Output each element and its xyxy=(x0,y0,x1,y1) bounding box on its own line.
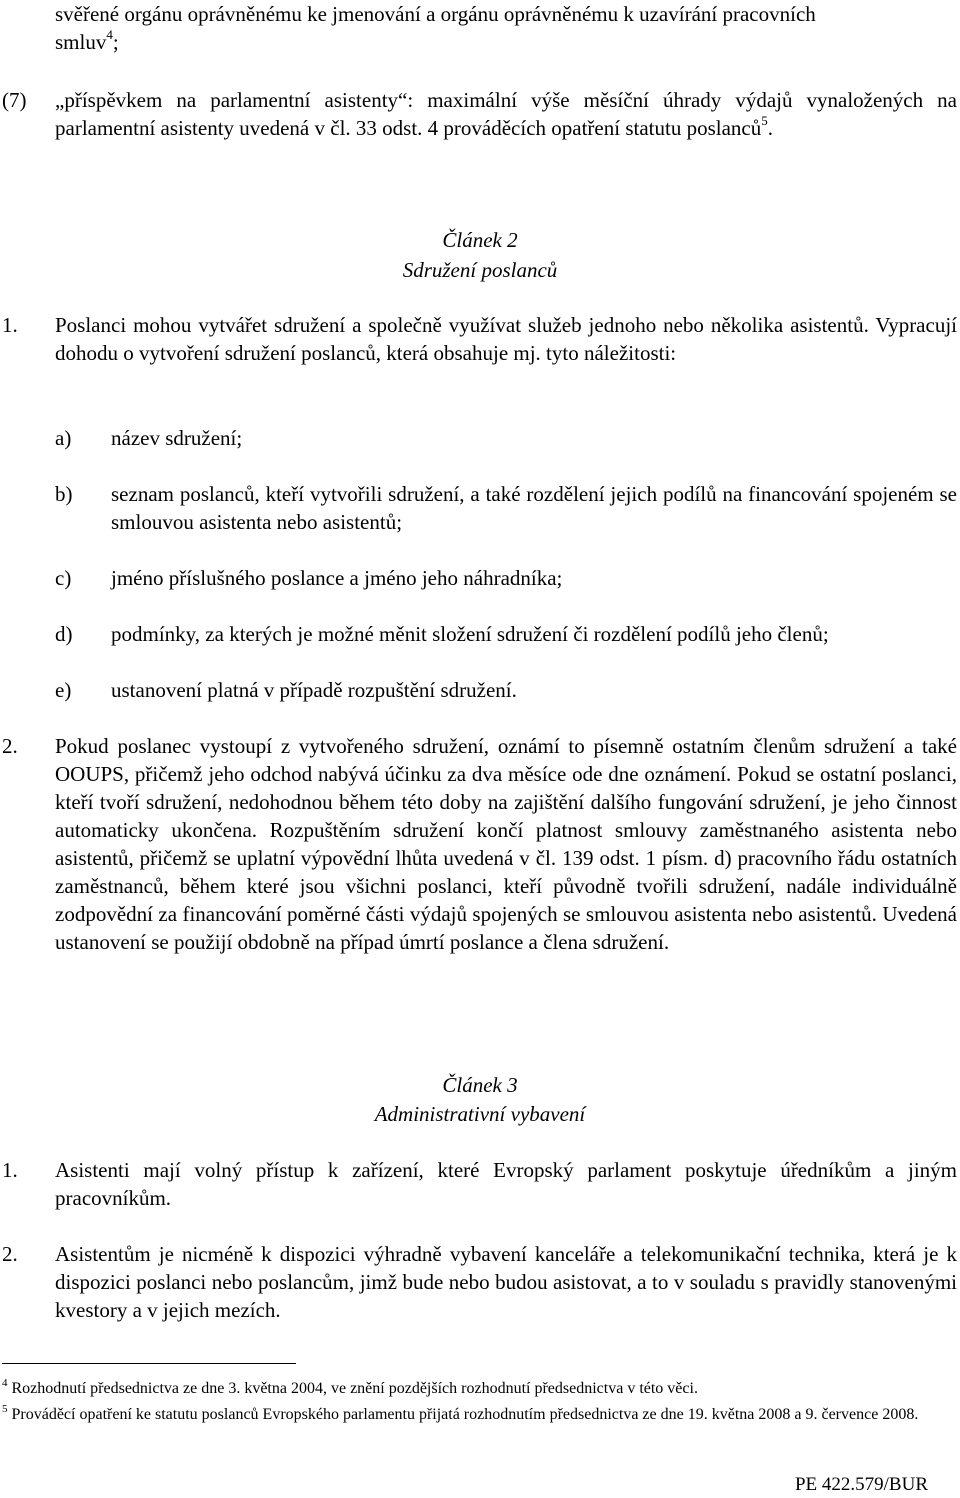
article-3-heading: Článek 3 xyxy=(442,1073,518,1097)
item-7-body: „příspěvkem na parlamentní asistenty“: maximální výše měsíční úhrady výdajů vynaložených na parlamentní asistenty uvedená v čl. 33 odst. 4 prováděcích opatření statutu poslanců xyxy=(55,88,957,140)
list-item-b-text: seznam poslanců, kteří vytvořili sdružení, a také rozdělení jejich podílů na financování spojeném se smlouvou asistenta nebo asistentů; xyxy=(111,482,957,534)
intro-line-2-text: smluv xyxy=(55,30,107,54)
footnote-separator xyxy=(2,1363,296,1364)
item-7-tail: . xyxy=(767,116,773,140)
list-item-d-label: d) xyxy=(55,622,73,646)
footnote-5-number: 5 xyxy=(2,1402,8,1415)
article-3-p1-text: Asistenti mají volný přístup k zařízení, které Evropský parlament poskytuje úředníkům a jiným pracovníkům. xyxy=(55,1158,957,1210)
article-3-p2-label: 2. xyxy=(2,1242,18,1266)
list-item-e-label: e) xyxy=(55,678,72,702)
footnote-ref-5: 5 xyxy=(761,113,768,128)
intro-line-1: svěřené orgánu oprávněnému ke jmenování a orgánu oprávněnému k uzavírání pracovních xyxy=(55,2,816,26)
article-2-p1-label: 1. xyxy=(2,313,18,337)
article-2-subheading: Sdružení poslanců xyxy=(402,258,558,282)
footnote-ref-4: 4 xyxy=(106,27,113,42)
list-item-e-text: ustanovení platná v případě rozpuštění sdružení. xyxy=(111,678,517,702)
item-7-text xyxy=(55,86,957,142)
document-reference: PE 422.579/BUR xyxy=(794,1474,928,1495)
footnote-4-text: Rozhodnutí předsednictva ze dne 3. května 2004, ve znění pozdějších rozhodnutí předsednictva v této věci. xyxy=(11,1380,698,1397)
list-item-d-text: podmínky, za kterých je možné měnit složení sdružení či rozdělení podílů jeho členů; xyxy=(111,622,829,646)
article-3-p2-text: Asistentům je nicméně k dispozici výhradně vybavení kanceláře a telekomunikační technika, která je k dispozici poslanci nebo poslancům, jimž bude nebo budou asistovat, a to v souladu s pravidly stanovenými kvestory a v jejich mezích. xyxy=(55,1242,957,1322)
footnote-4 xyxy=(2,1377,957,1401)
list-item-c-label: c) xyxy=(55,566,72,590)
footnote-5 xyxy=(2,1403,957,1427)
article-2-p1-text: Poslanci mohou vytvářet sdružení a společně využívat služeb jednoho nebo několika asistentů. Vypracují dohodu o vytvoření sdružení poslanců, která obsahuje mj. tyto náležitosti: xyxy=(55,313,957,365)
article-3-subheading: Administrativní vybavení xyxy=(374,1102,586,1126)
article-2-p2-text: Pokud poslanec vystoupí z vytvořeného sdružení, oznámí to písemně ostatním členům sdružení a také OOUPS, přičemž jeho odchod nabývá účinku za dva měsíce ode dne oznámení. Pokud se ostatní poslanci, kteří tvoří sdružení, nedohodnou během této doby na zajištění dalšího fungování sdružení, je jeho činnost automaticky ukončena. Rozpuštěním sdružení končí platnost smlouvy zaměstnaného asistenta nebo asistentů, přičemž se uplatní výpovědní lhůta uvedená v čl. 139 odst. 1 písm. d) pracovního řádu ostatních zaměstnanců, během které jsou všichni poslanci, kteří původně tvořili sdružení, nadále individuálně zodpovědní za financování poměrné části výdajů spojených se smlouvou asistenta nebo asistentů. Uvedená ustanovení se použijí obdobně na případ úmrtí poslance a člena sdružení. xyxy=(55,734,957,954)
list-item-c-text: jméno příslušného poslance a jméno jeho náhradníka; xyxy=(111,566,563,590)
list-item-a-text: název sdružení; xyxy=(111,426,243,450)
list-item-b-label: b) xyxy=(55,482,73,506)
intro-line-2-tail: ; xyxy=(112,30,119,54)
item-7-label: (7) xyxy=(2,88,27,112)
article-2-p2-label: 2. xyxy=(2,734,18,758)
article-3-p1-label: 1. xyxy=(2,1158,18,1182)
intro-line-2 xyxy=(55,28,655,56)
list-item-a-label: a) xyxy=(55,426,72,450)
footnote-4-number: 4 xyxy=(2,1376,8,1389)
article-2-heading: Článek 2 xyxy=(442,228,518,252)
footnote-5-text: Prováděcí opatření ke statutu poslanců Evropského parlamentu přijatá rozhodnutím předsednictva ze dne 19. května 2008 a 9. července 2008. xyxy=(11,1406,919,1423)
